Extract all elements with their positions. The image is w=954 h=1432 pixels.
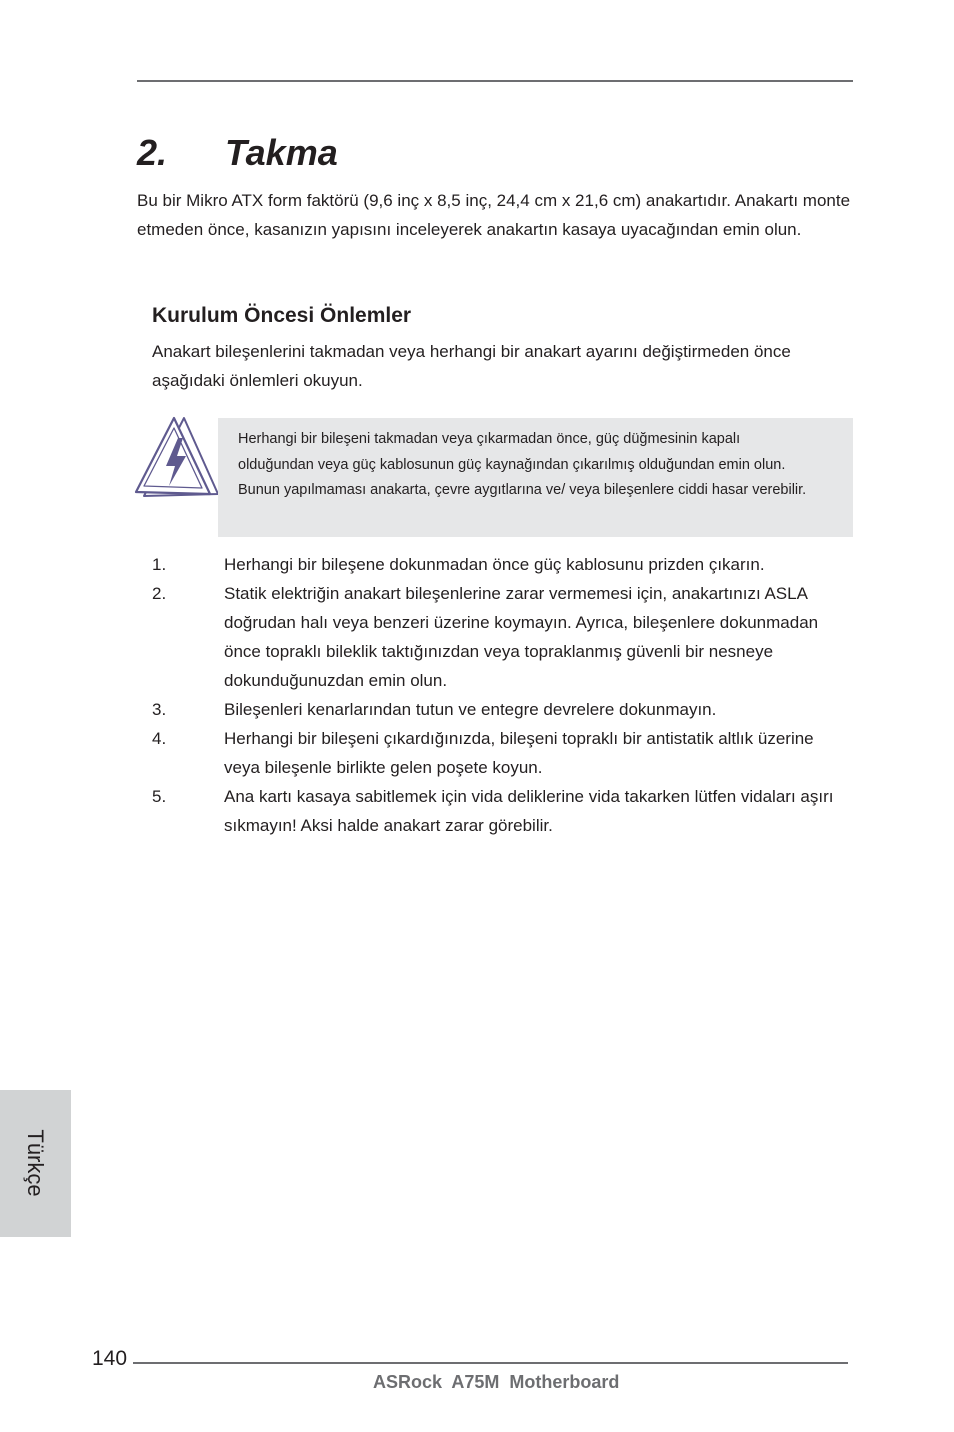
footer-divider	[133, 1362, 848, 1364]
warning-text: Herhangi bir bileşeni takmadan veya çıkarmadan önce, güç düğmesinin kapalı olduğundan veya güç kablosunun güç kaynağından çıkarılmış olduğundan emin olun. Bunun yapılmaması anakarta, çevre aygıtlarına ve/ veya bileşenlere ciddi hasar verebilir.	[238, 431, 807, 498]
step-text: Herhangi bir bileşeni çıkardığınızda, bileşeni topraklı bir antistatik altlık üzerine veya bileşenle birlikte gelen poşete koyun.	[224, 729, 814, 777]
step-text: Bileşenleri kenarlarından tutun ve entegre devrelere dokunmayın.	[224, 700, 717, 719]
precaution-step	[152, 579, 852, 695]
precaution-step	[152, 782, 852, 840]
step-text: Herhangi bir bileşene dokunmadan önce güç kablosunu prizden çıkarın.	[224, 555, 765, 574]
precaution-step	[152, 550, 852, 579]
page-number: 140	[92, 1347, 128, 1370]
precautions-intro: Anakart bileşenlerini takmadan veya herhangi bir anakart ayarını değiştirmeden önce aşağıdaki önlemleri okuyun.	[152, 342, 791, 390]
step-number: 4.	[152, 729, 167, 748]
top-divider	[137, 80, 853, 82]
precautions-heading: Kurulum Öncesi Önlemler	[152, 304, 412, 327]
section-title: Takma	[225, 132, 338, 173]
warning-callout	[218, 418, 853, 537]
section-heading	[137, 132, 338, 174]
high-voltage-warning-icon	[134, 414, 220, 498]
precaution-step	[152, 695, 852, 724]
language-tab-label: Türkçe	[23, 1129, 48, 1197]
section-intro: Bu bir Mikro ATX form faktörü (9,6 inç x 8,5 inç, 24,4 cm x 21,6 cm) anakartıdır. Anakartı monte etmeden önce, kasanızın yapısını inceleyerek anakartın kasaya uyacağından emin olun.	[137, 191, 851, 239]
section-number: 2.	[137, 132, 168, 173]
step-number: 2.	[152, 584, 167, 603]
step-text: Ana kartı kasaya sabitlemek için vida deliklerine vida takarken lütfen vidaları aşırı sıkmayın! Aksi halde anakart zarar görebilir.	[224, 787, 834, 835]
language-tab	[0, 1090, 71, 1237]
precaution-step	[152, 724, 852, 782]
step-text: Statik elektriğin anakart bileşenlerine zarar vermemesi için, anakartınızı ASLA doğrudan halı veya benzeri üzerine koymayın. Ayrıca, bileşenlere dokunmadan önce topraklı bileklik taktığınızdan veya topraklanmış güvenli bir nesneye dokunduğunuzdan emin olun.	[224, 584, 819, 690]
footer-product-title: ASRock A75M Motherboard	[373, 1372, 620, 1392]
step-number: 5.	[152, 787, 167, 806]
step-number: 3.	[152, 700, 167, 719]
precaution-steps-list	[152, 550, 852, 840]
step-number: 1.	[152, 555, 167, 574]
